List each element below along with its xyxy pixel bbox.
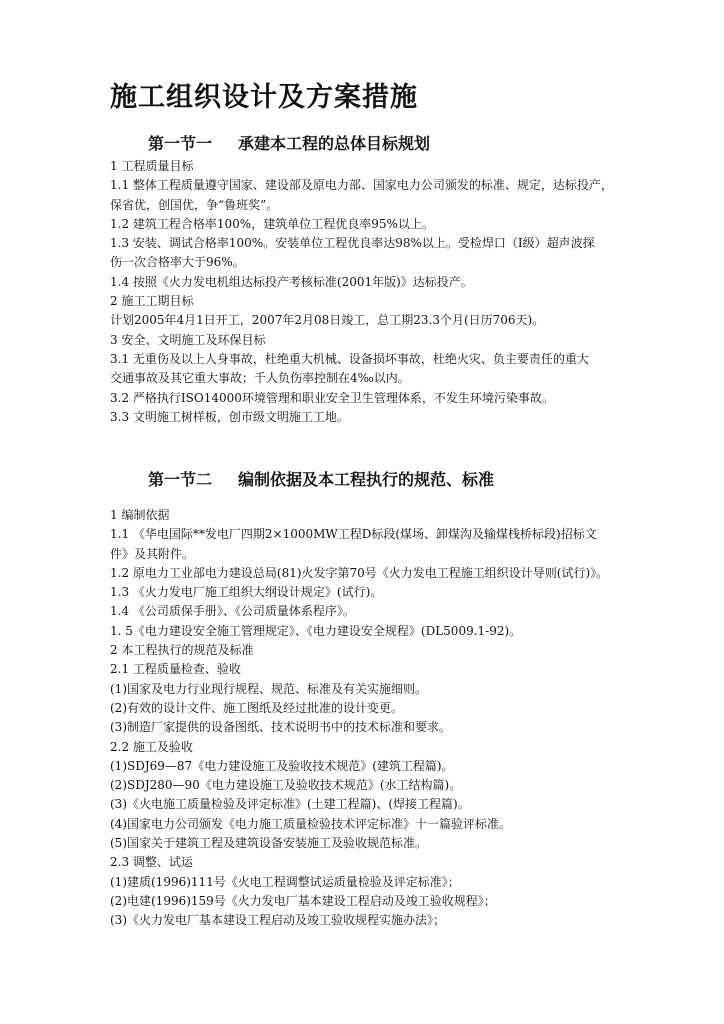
paragraph-line: 2.1 工程质量检查、验收: [110, 662, 241, 677]
paragraph-line: 1.1 整体工程质量遵守国家、建设部及原电力部、国家电力公司颁发的标准、规定，达标投产，: [110, 178, 613, 193]
section-1-title: 承建本工程的总体目标规划: [238, 134, 431, 153]
paragraph-line: 1.4 按照《火力发电机组达标投产考核标准(2001年版)》达标投产。: [110, 274, 473, 289]
paragraph-line: (3)制造厂家提供的设备图纸、技术说明书中的技术标准和要求。: [110, 720, 452, 735]
paragraph-line: 2.3 调整、试运: [110, 855, 193, 870]
paragraph-line: 伤一次合格率大于96%。: [110, 255, 245, 270]
paragraph-line: (1)SDJ69—87《电力建设施工及验收技术规范》(建筑工程篇)。: [110, 758, 454, 773]
section-2-title: 编制依据及本工程执行的规范、标准: [238, 470, 495, 489]
paragraph-line: (2)有效的设计文件、施工图纸及经过批准的设计变更。: [110, 700, 404, 715]
section-1-body: [110, 157, 630, 427]
paragraph-line: 3.1 无重伤及以上人身事故，杜绝重大机械、设备损坏事故，杜绝火灾、负主要责任的重大: [110, 351, 589, 366]
paragraph-line: (2)电建(1996)159号《火力发电厂基本建设工程启动及竣工验收规程》；: [110, 893, 496, 908]
paragraph-line: 计划2005年4月1日开工，2007年2月08日竣工，总工期23.3个月(日历706天)。: [110, 313, 545, 328]
paragraph-line: (3)《火力发电厂基本建设工程启动及竣工验收规程实施办法》；: [110, 913, 446, 928]
paragraph-line: 3.2 严格执行ISO14000环境管理和职业安全卫生管理体系，不发生环境污染事故。: [110, 390, 554, 405]
section-2-body: [110, 506, 630, 931]
document-title: 施工组织设计及方案措施: [110, 82, 418, 113]
paragraph-line: 1.2 建筑工程合格率100%，建筑单位工程优良率95%以上。: [110, 216, 434, 231]
paragraph-line: 1.2 原电力工业部电力建设总局(81)火发字第70号《火力发电工程施工组织设计导则(试行)》。: [110, 565, 609, 580]
paragraph-line: (5)国家关于建筑工程及建筑设备安装施工及验收规范标准。: [110, 836, 428, 851]
paragraph-line: 1.1 《华电国际**发电厂四期2×1000MW工程D标段(煤场、卸煤沟及输煤栈桥标段)招标文: [110, 527, 597, 542]
paragraph-line: (4)国家电力公司颁发《电力施工质量检验技术评定标准》十一篇验评标准。: [110, 816, 512, 831]
paragraph-line: (1)国家及电力行业现行规程、规范、标准及有关实施细则。: [110, 681, 428, 696]
paragraph-line: 2.2 施工及验收: [110, 739, 193, 754]
section-1-heading: [148, 133, 430, 155]
paragraph-line: 交通事故及其它重大事故；千人负伤率控制在4‰以内。: [110, 371, 410, 386]
paragraph-line: 保省优，创国优，争“鲁班奖”。: [110, 197, 279, 212]
paragraph-line: 1. 5《电力建设安全施工管理规定》、《电力建设安全规程》(DL5009.1-92)。: [110, 623, 522, 638]
section-1-number: 第一节一: [148, 134, 213, 153]
paragraph-line: (2)SDJ280—90《电力建设施工及验收技术规范》(水工结构篇)。: [110, 778, 462, 793]
paragraph-line: (1)建质(1996)111号《火电工程调整试运质量检验及评定标准》；: [110, 874, 460, 889]
paragraph-line: 3.3 文明施工树样板，创市级文明施工工地。: [110, 409, 349, 424]
paragraph-line: 1 编制依据: [110, 508, 170, 522]
paragraph-line: (3)《火电施工质量检验及评定标准》(土建工程篇)、(焊接工程篇)。: [110, 797, 470, 812]
paragraph-line: 1.4 《公司质保手册》、《公司质量体系程序》。: [110, 604, 355, 619]
section-2-heading: [148, 469, 494, 491]
paragraph-line: 2 本工程执行的规范及标准: [110, 643, 254, 658]
paragraph-line: 3 安全、文明施工及环保目标: [110, 332, 266, 347]
paragraph-line: 2 施工工期目标: [110, 294, 194, 309]
paragraph-line: 1.3 《火力发电厂施工组织大纲设计规定》(试行)。: [110, 585, 383, 600]
section-2-number: 第一节二: [148, 470, 213, 489]
paragraph-line: 1.3 安装、调试合格率100%。安装单位工程优良率达98%以上。受检焊口（Ⅰ级）超声波探: [110, 236, 595, 251]
paragraph-line: 1 工程质量目标: [110, 159, 194, 173]
paragraph-line: 件》及其附件。: [110, 546, 195, 561]
